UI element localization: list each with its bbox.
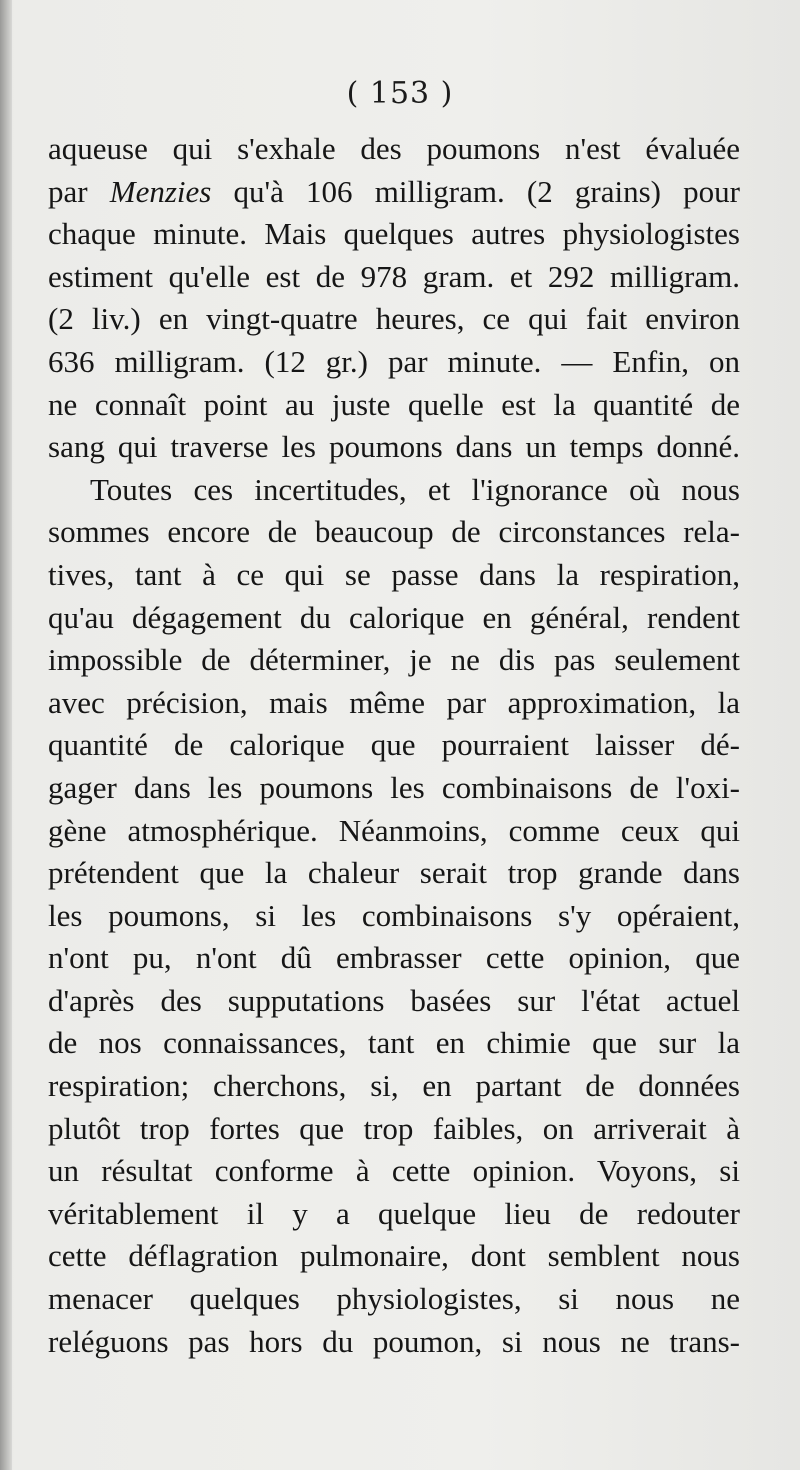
text-line: sang qui traverse les poumons dans un temps donné. [48,429,740,465]
text-line: respiration; cherchons, si, en partant de données [48,1068,740,1104]
text-line: plutôt trop fortes que trop faibles, on arriverait à [48,1110,740,1146]
text-line: avec précision, mais même par approximation, la [48,684,740,720]
text-line: prétendent que la chaleur serait trop grande dans [48,855,740,891]
text-line: cette déflagration pulmonaire, dont semblent nous [48,1238,740,1274]
text-line: les poumons, si les combinaisons s'y opéraient, [48,897,740,933]
text-line: qu'au dégagement du calorique en général, rendent [48,599,740,635]
text-line: aqueuse qui s'exhale des poumons n'est évaluée [48,131,740,166]
text-line-suffix: qu'à 106 milligram. (2 grains) pour [211,173,740,209]
text-line: un résultat conforme à cette opinion. Voyons, si [48,1153,740,1189]
text-line: quantité de calorique que pourraient laisser dé- [48,727,740,763]
text-line: (2 liv.) en vingt-quatre heures, ce qui fait environ [48,301,740,337]
body-text [48,128,740,1363]
text-line: estiment qu'elle est de 978 gram. et 292 milligram. [48,258,740,294]
text-line: chaque minute. Mais quelques autres physiologistes [48,216,740,252]
text-line: 636 milligram. (12 gr.) par minute. — Enfin, on [48,343,740,379]
text-line: n'ont pu, n'ont dû embrasser cette opinion, que [48,940,740,976]
text-line: gager dans les poumons les combinaisons de l'oxi- [48,769,740,805]
text-line: tives, tant à ce qui se passe dans la respiration, [48,556,740,592]
text-line-prefix: par [48,173,110,209]
page-number: ( 153 ) [346,76,454,111]
text-line: gène atmosphérique. Néanmoins, comme ceux qui [48,812,740,848]
paragraph-first-line: Toutes ces incertitudes, et l'ignorance où nous [90,471,740,507]
author-name-italic: Menzies [109,173,212,209]
text-line [48,171,740,214]
text-line: de nos connaissances, tant en chimie que sur la [48,1025,740,1061]
text-line: d'après des supputations basées sur l'état actuel [48,982,740,1018]
text-line: véritablement il y a quelque lieu de redouter [48,1195,740,1231]
page-gutter-shadow [0,0,12,1470]
text-line: impossible de déterminer, je ne dis pas seulement [48,642,740,678]
text-line: ne connaît point au juste quelle est la quantité de [48,386,740,422]
text-line: reléguons pas hors du poumon, si nous ne trans- [48,1323,740,1359]
text-line: sommes encore de beaucoup de circonstances rela- [48,514,740,550]
text-line: menacer quelques physiologistes, si nous ne [48,1281,740,1317]
